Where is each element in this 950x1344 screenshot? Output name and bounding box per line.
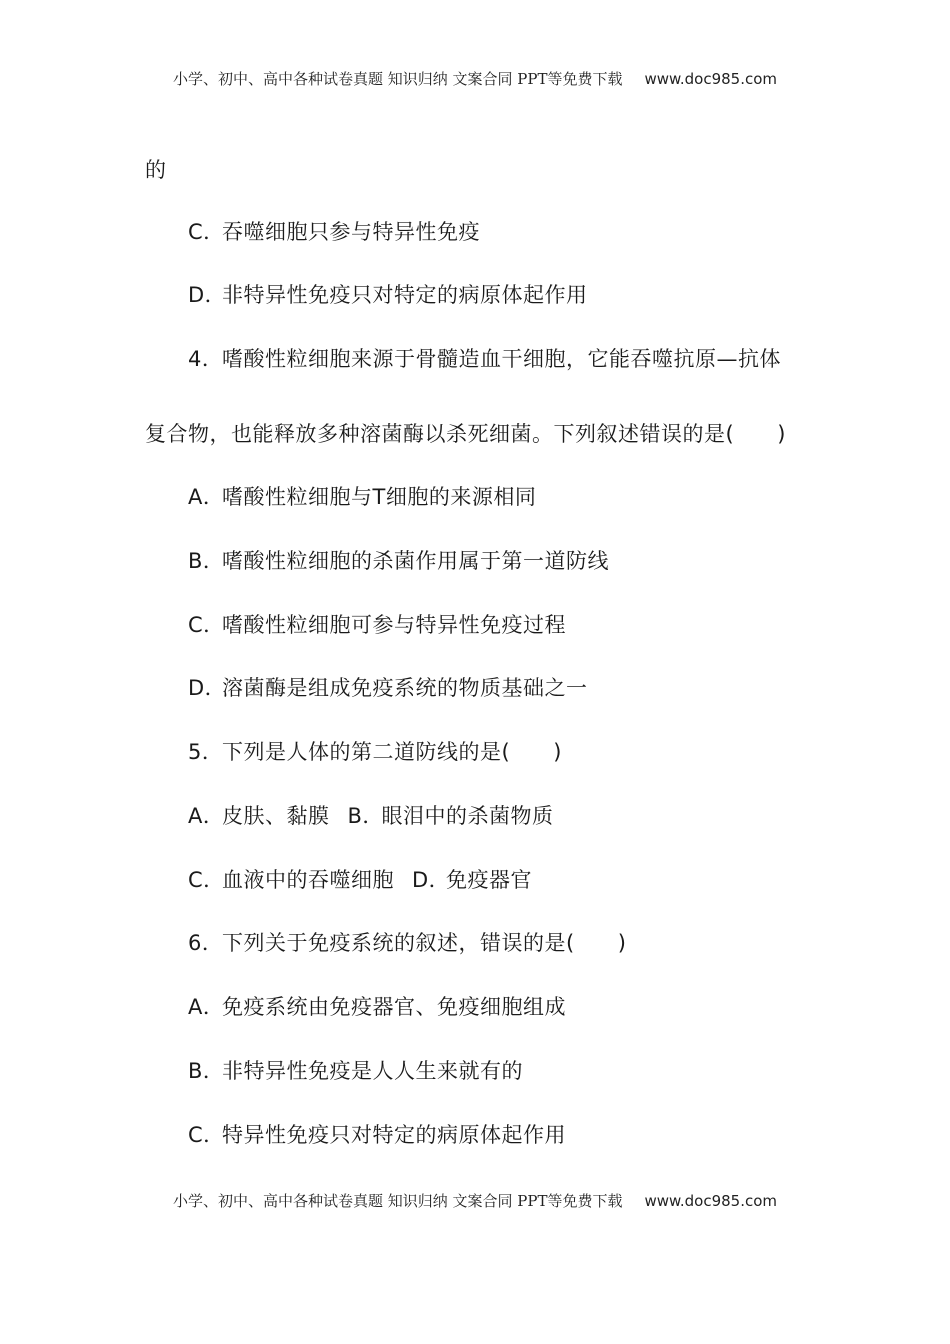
q6-stem xyxy=(188,929,626,957)
option-label: A． xyxy=(188,804,225,828)
q3-option-d xyxy=(188,281,588,309)
question-text: 下列是人体的第二道防线的是( ) xyxy=(222,740,562,764)
option-label: C． xyxy=(188,1123,225,1147)
q4-option-d xyxy=(188,674,588,702)
option-text: 皮肤、黏膜 xyxy=(222,804,330,828)
option-text: 溶菌酶是组成免疫系统的物质基础之一 xyxy=(222,676,588,700)
q5-options-ab xyxy=(188,802,554,830)
page-footer xyxy=(0,1190,950,1211)
option-text: 非特异性免疫是人人生来就有的 xyxy=(222,1059,523,1083)
q5-stem xyxy=(188,738,562,766)
footer-text: 小学、初中、高中各种试卷真题 知识归纳 文案合同 PPT等免费下载 xyxy=(172,1192,623,1210)
option-label: D． xyxy=(412,868,451,892)
question-text: 嗜酸性粒细胞来源于骨髓造血干细胞，它能吞噬抗原—抗体 xyxy=(222,347,781,371)
q4-stem-line2: 复合物，也能释放多种溶菌酶以杀死细菌。下列叙述错误的是( ) xyxy=(145,422,786,446)
option-text: 嗜酸性粒细胞的杀菌作用属于第一道防线 xyxy=(222,549,609,573)
q5-options-cd xyxy=(188,866,532,894)
option-label: C． xyxy=(188,613,225,637)
q6-option-c xyxy=(188,1121,566,1149)
page-header xyxy=(0,68,950,89)
option-text: 吞噬细胞只参与特异性免疫 xyxy=(222,220,480,244)
question-text: 下列关于免疫系统的叙述，错误的是( ) xyxy=(222,931,627,955)
option-text: 血液中的吞噬细胞 xyxy=(222,868,394,892)
option-text: 眼泪中的杀菌物质 xyxy=(381,804,554,828)
question-number: 5． xyxy=(188,740,224,764)
q4-option-c xyxy=(188,611,566,639)
q6-option-b xyxy=(188,1057,523,1085)
option-text: 免疫器官 xyxy=(446,868,532,892)
option-text: 非特异性免疫只对特定的病原体起作用 xyxy=(222,283,588,307)
option-label: A． xyxy=(188,485,225,509)
option-label: C． xyxy=(188,868,225,892)
q3-option-c xyxy=(188,218,480,246)
q4-option-a xyxy=(188,483,536,511)
option-label: C． xyxy=(188,220,225,244)
option-text: 嗜酸性粒细胞可参与特异性免疫过程 xyxy=(222,613,566,637)
option-label: D． xyxy=(188,676,227,700)
option-label: B． xyxy=(347,804,384,828)
q6-option-a xyxy=(188,993,566,1021)
option-text: 嗜酸性粒细胞与T细胞的来源相同 xyxy=(222,485,537,509)
q4-stem-line1 xyxy=(188,345,781,373)
option-label: A． xyxy=(188,995,225,1019)
question-number: 4． xyxy=(188,347,224,371)
option-label: D． xyxy=(188,283,227,307)
header-text: 小学、初中、高中各种试卷真题 知识归纳 文案合同 PPT等免费下载 xyxy=(172,70,623,88)
question-number: 6． xyxy=(188,931,224,955)
option-label: B． xyxy=(188,1059,225,1083)
option-label: B． xyxy=(188,549,225,573)
continuation-text: 的 xyxy=(145,158,167,182)
header-site: www.doc985.com xyxy=(644,70,778,88)
q4-option-b xyxy=(188,547,609,575)
footer-site: www.doc985.com xyxy=(644,1192,778,1210)
option-text: 特异性免疫只对特定的病原体起作用 xyxy=(222,1123,566,1147)
option-text: 免疫系统由免疫器官、免疫细胞组成 xyxy=(222,995,566,1019)
